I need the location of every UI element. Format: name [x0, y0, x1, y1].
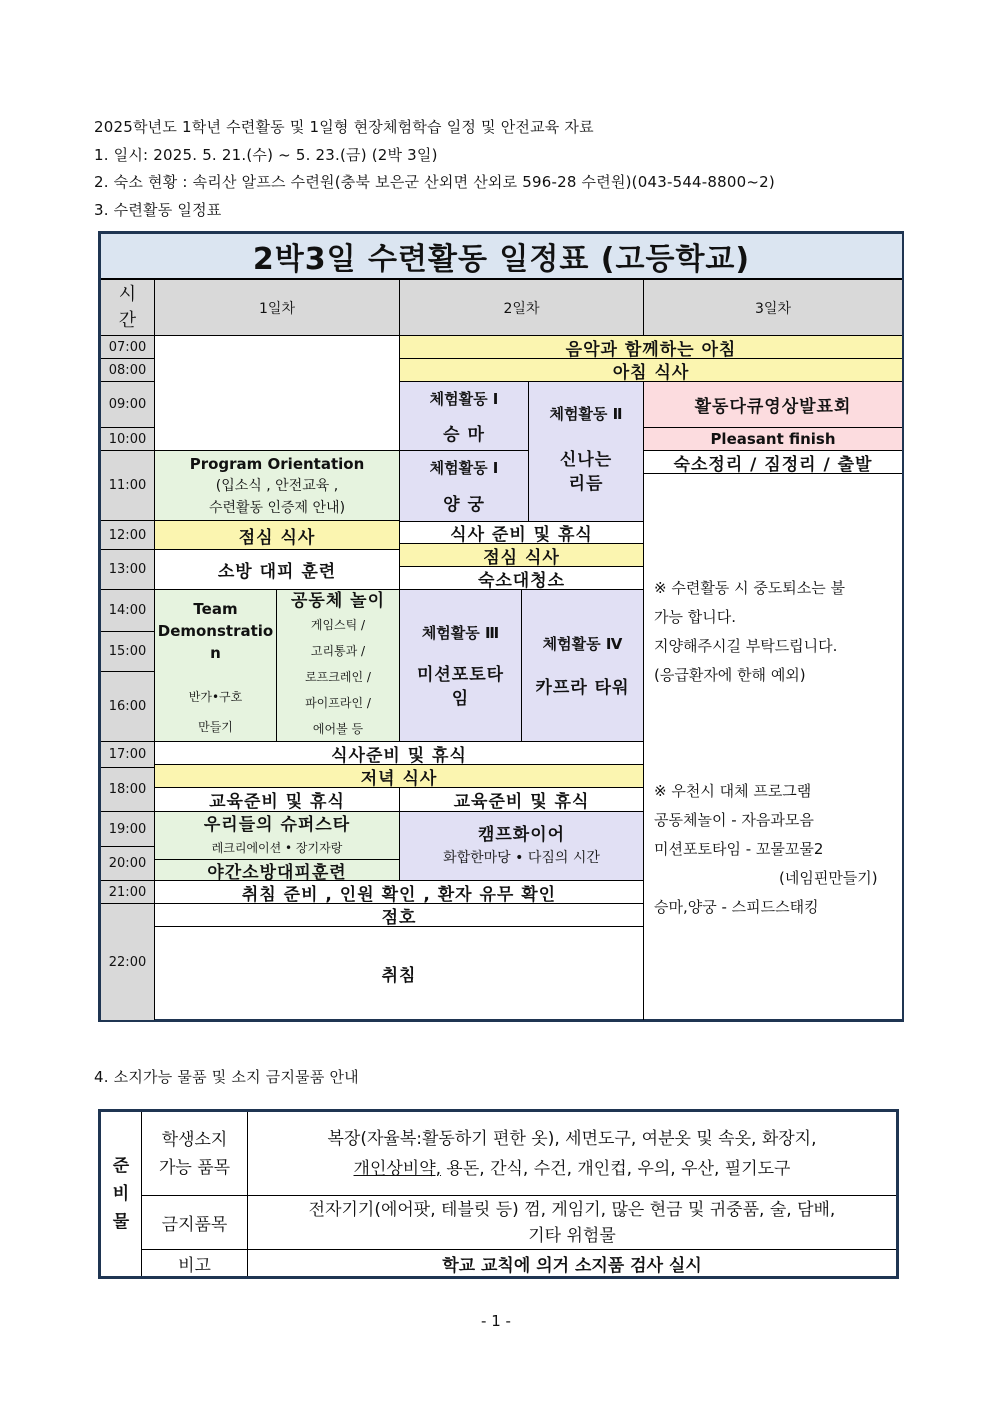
allowed-items: 복장(자율복:활동하기 편한 옷), 세면도구, 여분옷 및 속옷, 화장지, 개인상비약, 용돈, 간식, 수건, 개인컵, 우의, 우산, 필기도구: [248, 1112, 896, 1196]
community-games: 공동체 놀이 게임스틱 / 고리통과 / 로프크레인 / 파이프라인 / 에어볼 등: [277, 590, 400, 742]
meal-prep-rest-evening: 식사준비 및 휴식: [155, 742, 644, 765]
lunch-day1: 점심 식사: [155, 521, 400, 550]
time-slot: 22:00: [101, 904, 155, 1020]
banned-items: 전자기기(에어팟, 테블릿 등) 껌, 게임기, 많은 현금 및 귀중품, 술, 담배, 기타 위험물: [248, 1196, 896, 1250]
items-table: [98, 1109, 899, 1279]
bedtime-prep: 취침 준비 , 인원 확인 , 환자 유무 확인: [155, 881, 644, 904]
day1-empty-morning: [155, 336, 400, 451]
time-slot: 15:00: [101, 632, 155, 672]
time-slot: 08:00: [101, 359, 155, 382]
time-slot: 13:00: [101, 550, 155, 590]
remark-label: 비고: [142, 1250, 248, 1276]
team-demonstration: Team Demonstratio n 반가•구호 만들기: [155, 590, 277, 742]
withdrawal-note: ※ 수련활동 시 중도퇴소는 불 가능 합니다. 지양해주시길 부탁드립니다. (응급환자에 한해 예외): [654, 579, 846, 684]
rain-alternative-note: ※ 우천시 대체 프로그램 공동체놀이 - 자음과모음 미션포토타임 - 꼬물꼬물2 (네임핀만들기) 승마,양궁 - 스피드스태킹: [654, 782, 878, 916]
music-morning: 음악과 함께하는 아침: [400, 336, 902, 359]
roll-call: 점호: [155, 904, 644, 927]
edu-prep-day2: 교육준비 및 휴식: [400, 788, 644, 812]
video-presentation: 활동다큐영상발표회: [644, 382, 902, 428]
time-slot: 18:00: [101, 768, 155, 812]
allowed-label: 학생소지 가능 품목: [142, 1112, 248, 1196]
schedule-title: 2박3일 수련활동 일정표 (고등학교): [101, 234, 902, 280]
time-slot: 11:00: [101, 451, 155, 521]
day3-notes-area: [644, 474, 902, 1020]
time-slot: 20:00: [101, 847, 155, 881]
room-cleaning: 숙소대청소: [400, 567, 644, 590]
items-heading: 4. 소지가능 물품 및 소지 금지물품 안내: [94, 1068, 359, 1086]
date-line: 1. 일시: 2025. 5. 21.(수) ~ 5. 23.(금) (2박 3일): [94, 146, 438, 164]
time-slot: 07:00: [101, 336, 155, 359]
time-slot: 21:00: [101, 881, 155, 904]
sleep: 취침: [155, 927, 644, 1020]
time-header: 시 간: [101, 280, 155, 336]
doc-title-line: 2025학년도 1학년 수련활동 및 1일형 현장체험학습 일정 및 안전교육 자료: [94, 118, 594, 136]
day1-header: 1일차: [155, 280, 400, 336]
night-fire-drill: 야간소방대피훈련: [155, 860, 400, 881]
time-slot: 14:00: [101, 590, 155, 632]
time-slot: 19:00: [101, 812, 155, 847]
time-slot: 12:00: [101, 521, 155, 550]
banned-label: 금지품목: [142, 1196, 248, 1250]
page-number: - 1 -: [481, 1312, 511, 1330]
experience-4-kapla: 체험활동 Ⅳ 카프라 타워: [522, 590, 644, 742]
schedule-heading: 3. 수련활동 일정표: [94, 201, 222, 219]
campfire-block: 캠프화이어 화합한마당 • 다짐의 시간: [400, 812, 644, 881]
dinner: 저녁 식사: [155, 765, 644, 788]
time-slot: 10:00: [101, 428, 155, 451]
time-slot: 16:00: [101, 672, 155, 742]
day2-header: 2일차: [400, 280, 644, 336]
breakfast: 아침 식사: [400, 359, 902, 382]
pleasant-finish: Pleasant finish: [644, 428, 902, 451]
schedule-table: [98, 231, 904, 1022]
experience-1-archery: 체험활동 Ⅰ 양 궁: [400, 451, 529, 522]
checkout: 숙소정리 / 짐정리 / 출발: [644, 451, 902, 474]
fire-drill: 소방 대피 훈련: [155, 550, 400, 590]
edu-prep-day1: 교육준비 및 휴식: [155, 788, 400, 812]
orientation-block: Program Orientation (입소식 , 안전교육 , 수련활동 인증제 안내): [155, 451, 400, 521]
experience-3-photo: 체험활동 Ⅲ 미션포토타 임: [400, 590, 522, 742]
remark-text: 학교 교칙에 의거 소지품 검사 실시: [442, 1255, 702, 1276]
time-slot: 09:00: [101, 382, 155, 428]
superstar-block: 우리들의 슈퍼스타 레크리에이션 • 장기자랑: [155, 812, 400, 860]
experience-2-rhythm: 체험활동 Ⅱ 신나는 리듬: [529, 382, 644, 522]
category-cell: 준 비 물: [101, 1112, 142, 1276]
lunch-day2: 점심 식사: [400, 544, 644, 567]
time-slot: 17:00: [101, 742, 155, 768]
experience-1-riding: 체험활동 Ⅰ 승 마: [400, 382, 529, 451]
meal-prep-rest: 식사 준비 및 휴식: [400, 522, 644, 544]
lodging-line: 2. 숙소 현황 : 속리산 알프스 수련원(충북 보은군 산외면 산외로 596-28 수련원)(043-544-8800~2): [94, 173, 775, 191]
day3-header: 3일차: [644, 280, 902, 336]
